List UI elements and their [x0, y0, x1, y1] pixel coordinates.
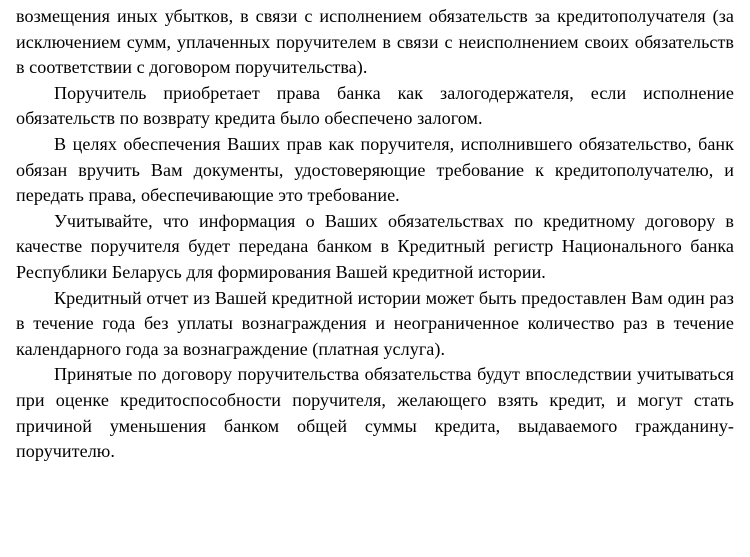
document-text-body: [16, 4, 734, 465]
paragraph-pledge-rights: Поручитель приобретает права банка как залогодержателя, если исполнение обязательств по возврату кредита было обеспечено залогом.: [16, 82, 734, 129]
paragraph-creditworthiness: Принятые по договору поручительства обязательства будут впоследствии учитываться при оценке кредитоспособности поручителя, желающего взять кредит, и могут стать причиной уменьшения банком общей суммы кредита, выдаваемого гражданину-поручителю.: [16, 364, 734, 462]
paragraph-credit-registry: Учитывайте, что информация о Ваших обязательствах по кредитному договору в качестве поручителя будет передана банком в Кредитный регистр Национального банка Республики Беларусь для формирования Вашей кредитной истории.: [16, 210, 734, 282]
paragraph-continuation: возмещения иных убытков, в связи с исполнением обязательств за кредитополучателя (за исключением сумм, уплаченных поручителем в связи с неисполнением своих обязательств в соответствии с договором поручительства).: [16, 6, 734, 78]
paragraph-document-handover: В целях обеспечения Ваших прав как поручителя, исполнившего обязательство, банк обязан вручить Вам документы, удостоверяющие требование к кредитополучателю, и передать права, обеспечивающие это требование.: [16, 133, 734, 206]
paragraph-credit-report: Кредитный отчет из Вашей кредитной истории может быть предоставлен Вам один раз в течение года без уплаты вознаграждения и неограниченное количество раз в течение календарного года за вознаграждение (платная услуга).: [16, 287, 734, 359]
